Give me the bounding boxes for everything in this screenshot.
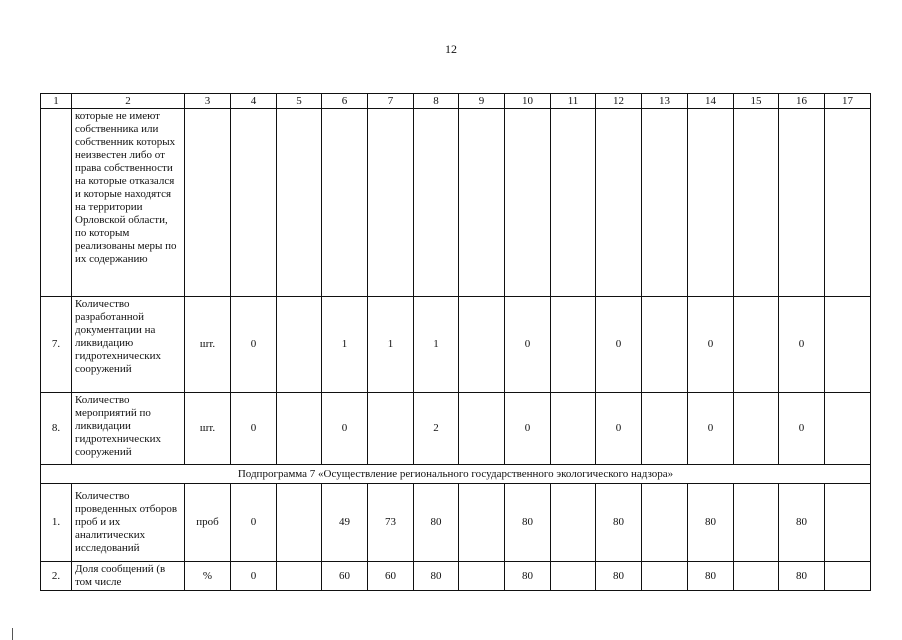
unit-cell xyxy=(185,109,231,297)
column-number: 9 xyxy=(459,94,505,109)
value-cell xyxy=(779,109,825,297)
value-cell: 0 xyxy=(596,393,642,465)
value-cell xyxy=(642,109,688,297)
value-cell xyxy=(734,484,779,562)
value-cell xyxy=(231,109,277,297)
column-number: 11 xyxy=(551,94,596,109)
value-cell: 0 xyxy=(688,393,734,465)
value-cell: 0 xyxy=(231,297,277,393)
subprogram-title: Подпрограмма 7 «Осуществление регионального государственного экологического надзора» xyxy=(41,465,871,484)
table-row xyxy=(41,297,871,393)
value-cell xyxy=(825,562,871,591)
value-cell xyxy=(688,109,734,297)
table-row xyxy=(41,484,871,562)
column-number: 10 xyxy=(505,94,551,109)
value-cell: 60 xyxy=(368,562,414,591)
value-cell: 60 xyxy=(322,562,368,591)
value-cell xyxy=(734,393,779,465)
value-cell: 80 xyxy=(414,562,459,591)
value-cell xyxy=(551,484,596,562)
value-cell: 80 xyxy=(688,484,734,562)
column-number: 6 xyxy=(322,94,368,109)
row-number xyxy=(41,109,72,297)
value-cell: 73 xyxy=(368,484,414,562)
indicators-table xyxy=(40,93,871,591)
value-cell xyxy=(459,562,505,591)
value-cell xyxy=(459,393,505,465)
value-cell xyxy=(322,109,368,297)
indicator-name: Доля сообщений (в том числе xyxy=(72,562,185,591)
page-number: 12 xyxy=(445,42,457,56)
value-cell: 80 xyxy=(779,484,825,562)
value-cell: 0 xyxy=(231,393,277,465)
value-cell xyxy=(277,562,322,591)
value-cell: 1 xyxy=(322,297,368,393)
column-number: 2 xyxy=(72,94,185,109)
column-number: 8 xyxy=(414,94,459,109)
value-cell: 80 xyxy=(688,562,734,591)
indicator-name: Количество проведенных отборов проб и их аналитических исследований xyxy=(72,484,185,562)
unit-cell: шт. xyxy=(185,297,231,393)
table-row xyxy=(41,109,871,297)
row-number: 8. xyxy=(41,393,72,465)
value-cell xyxy=(642,484,688,562)
unit-cell: проб xyxy=(185,484,231,562)
table-row xyxy=(41,562,871,591)
value-cell xyxy=(734,562,779,591)
row-number: 7. xyxy=(41,297,72,393)
value-cell xyxy=(277,484,322,562)
subprogram-row xyxy=(41,465,871,484)
value-cell: 0 xyxy=(505,297,551,393)
value-cell xyxy=(459,484,505,562)
value-cell xyxy=(368,109,414,297)
row-number: 2. xyxy=(41,562,72,591)
value-cell xyxy=(825,393,871,465)
column-number: 7 xyxy=(368,94,414,109)
value-cell xyxy=(551,297,596,393)
value-cell: 0 xyxy=(688,297,734,393)
value-cell: 0 xyxy=(779,393,825,465)
value-cell: 80 xyxy=(779,562,825,591)
value-cell xyxy=(642,393,688,465)
value-cell xyxy=(642,297,688,393)
value-cell xyxy=(551,109,596,297)
column-number: 17 xyxy=(825,94,871,109)
value-cell: 1 xyxy=(414,297,459,393)
value-cell xyxy=(505,109,551,297)
value-cell xyxy=(734,109,779,297)
unit-cell: шт. xyxy=(185,393,231,465)
column-number: 16 xyxy=(779,94,825,109)
value-cell: 0 xyxy=(779,297,825,393)
column-number: 3 xyxy=(185,94,231,109)
value-cell: 1 xyxy=(368,297,414,393)
value-cell xyxy=(459,109,505,297)
value-cell: 80 xyxy=(505,562,551,591)
column-number: 4 xyxy=(231,94,277,109)
value-cell: 80 xyxy=(414,484,459,562)
value-cell: 80 xyxy=(596,484,642,562)
column-number: 14 xyxy=(688,94,734,109)
value-cell xyxy=(551,562,596,591)
value-cell: 0 xyxy=(505,393,551,465)
column-number: 12 xyxy=(596,94,642,109)
column-number: 13 xyxy=(642,94,688,109)
row-number: 1. xyxy=(41,484,72,562)
column-number: 5 xyxy=(277,94,322,109)
value-cell xyxy=(459,297,505,393)
value-cell: 0 xyxy=(231,484,277,562)
value-cell: 80 xyxy=(505,484,551,562)
value-cell xyxy=(277,297,322,393)
unit-cell: % xyxy=(185,562,231,591)
value-cell xyxy=(734,297,779,393)
value-cell: 0 xyxy=(596,297,642,393)
column-number-row xyxy=(41,94,871,109)
indicator-name: Количество разработанной документации на ликвидацию гидротехнических сооружений xyxy=(72,297,185,393)
value-cell xyxy=(642,562,688,591)
indicator-name: Количество мероприятий по ликвидации гидротехнических сооружений xyxy=(72,393,185,465)
indicator-name: которые не имеют собственника или собственник которых неизвестен либо от права собственности на которые отказался и которые находятся на территории Орловской области, по которым реализованы меры по их содержанию xyxy=(72,109,185,297)
value-cell xyxy=(596,109,642,297)
value-cell xyxy=(825,297,871,393)
value-cell xyxy=(414,109,459,297)
value-cell xyxy=(551,393,596,465)
value-cell xyxy=(825,484,871,562)
value-cell: 49 xyxy=(322,484,368,562)
margin-mark xyxy=(12,628,13,640)
value-cell: 0 xyxy=(231,562,277,591)
table-row xyxy=(41,393,871,465)
column-number: 15 xyxy=(734,94,779,109)
value-cell: 80 xyxy=(596,562,642,591)
value-cell xyxy=(277,393,322,465)
value-cell xyxy=(825,109,871,297)
value-cell xyxy=(277,109,322,297)
value-cell: 2 xyxy=(414,393,459,465)
value-cell xyxy=(368,393,414,465)
column-number: 1 xyxy=(41,94,72,109)
value-cell: 0 xyxy=(322,393,368,465)
